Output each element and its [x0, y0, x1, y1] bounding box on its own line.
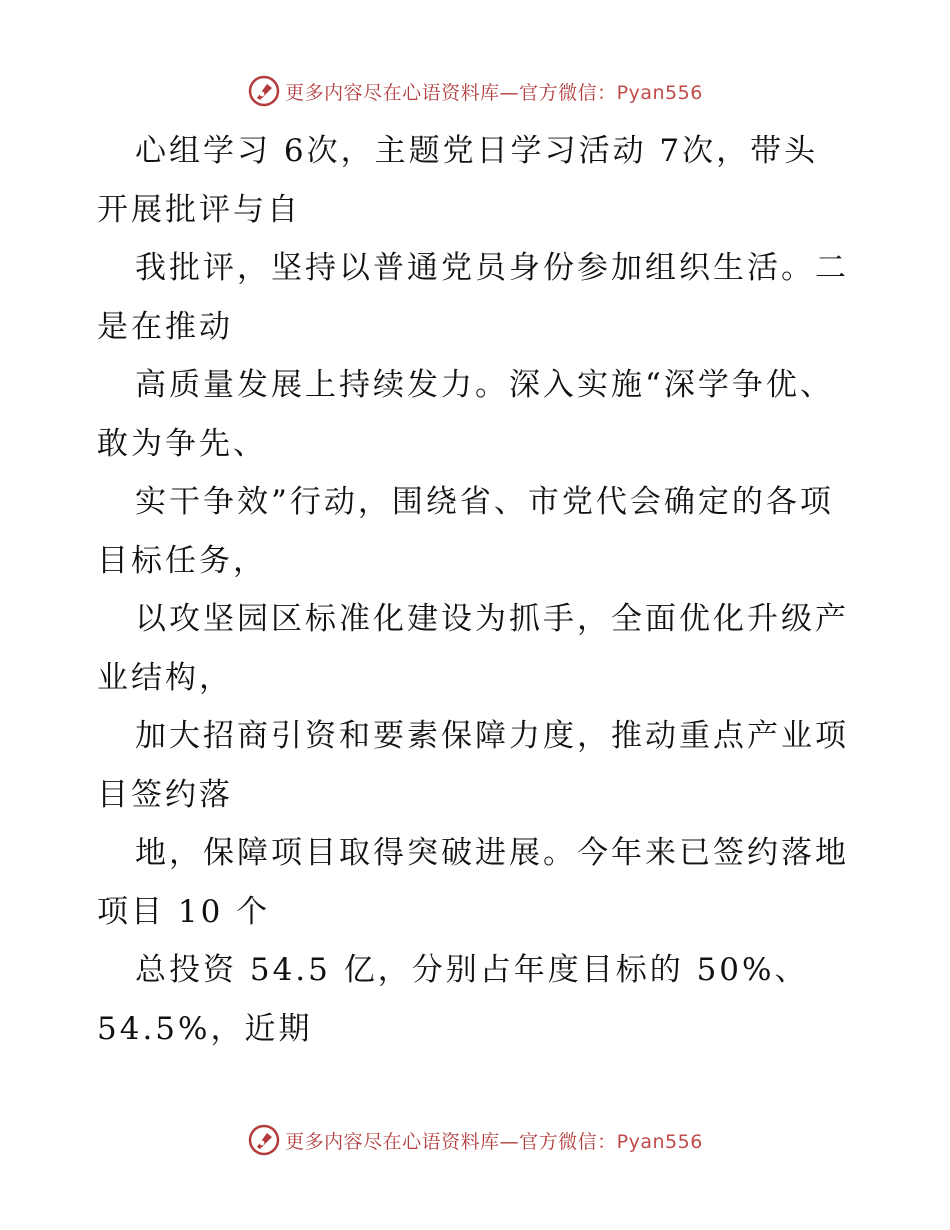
body-line: 总投资 54.5 亿，分别占年度目标的 50%、	[135, 952, 809, 988]
header-wechat-id: Pyan556	[616, 81, 703, 104]
pen-nib-logo-icon	[247, 74, 281, 108]
body-line: 实干争效”行动，围绕省、市党代会确定的各项	[135, 484, 834, 520]
body-line: 开展批评与自	[97, 191, 301, 228]
footer-watermark-banner	[0, 1120, 950, 1160]
body-line: 心组学习 6次，主题党日学习活动 7次，带头	[135, 133, 819, 169]
body-line: 目标任务，	[97, 542, 267, 579]
footer-wechat-id: Pyan556	[616, 1130, 703, 1153]
document-body	[97, 122, 857, 1058]
body-line: 我批评，坚持以普通党员身份参加组织生活。二	[135, 250, 849, 286]
body-line: 高质量发展上持续发力。深入实施“深学争优、	[135, 367, 834, 403]
body-line: 加大招商引资和要素保障力度，推动重点产业项	[135, 718, 849, 754]
header-watermark-banner	[0, 71, 950, 111]
body-line: 目签约落	[97, 776, 233, 813]
body-line: 地，保障项目取得突破进展。今年来已签约落地	[135, 835, 849, 871]
header-banner-text: 更多内容尽在心语资料库—官方微信：Pyan556	[285, 81, 703, 104]
body-line: 项目 10 个	[97, 893, 271, 930]
body-line: 敢为争先、	[97, 425, 267, 462]
body-line: 以攻坚园区标准化建设为抓手，全面优化升级产	[135, 601, 849, 637]
body-line: 是在推动	[97, 308, 233, 345]
body-line: 54.5%，近期	[97, 1010, 313, 1047]
body-line: 业结构，	[97, 659, 233, 696]
pen-nib-logo-icon	[247, 1123, 281, 1157]
footer-banner-text: 更多内容尽在心语资料库—官方微信：Pyan556	[285, 1130, 703, 1153]
